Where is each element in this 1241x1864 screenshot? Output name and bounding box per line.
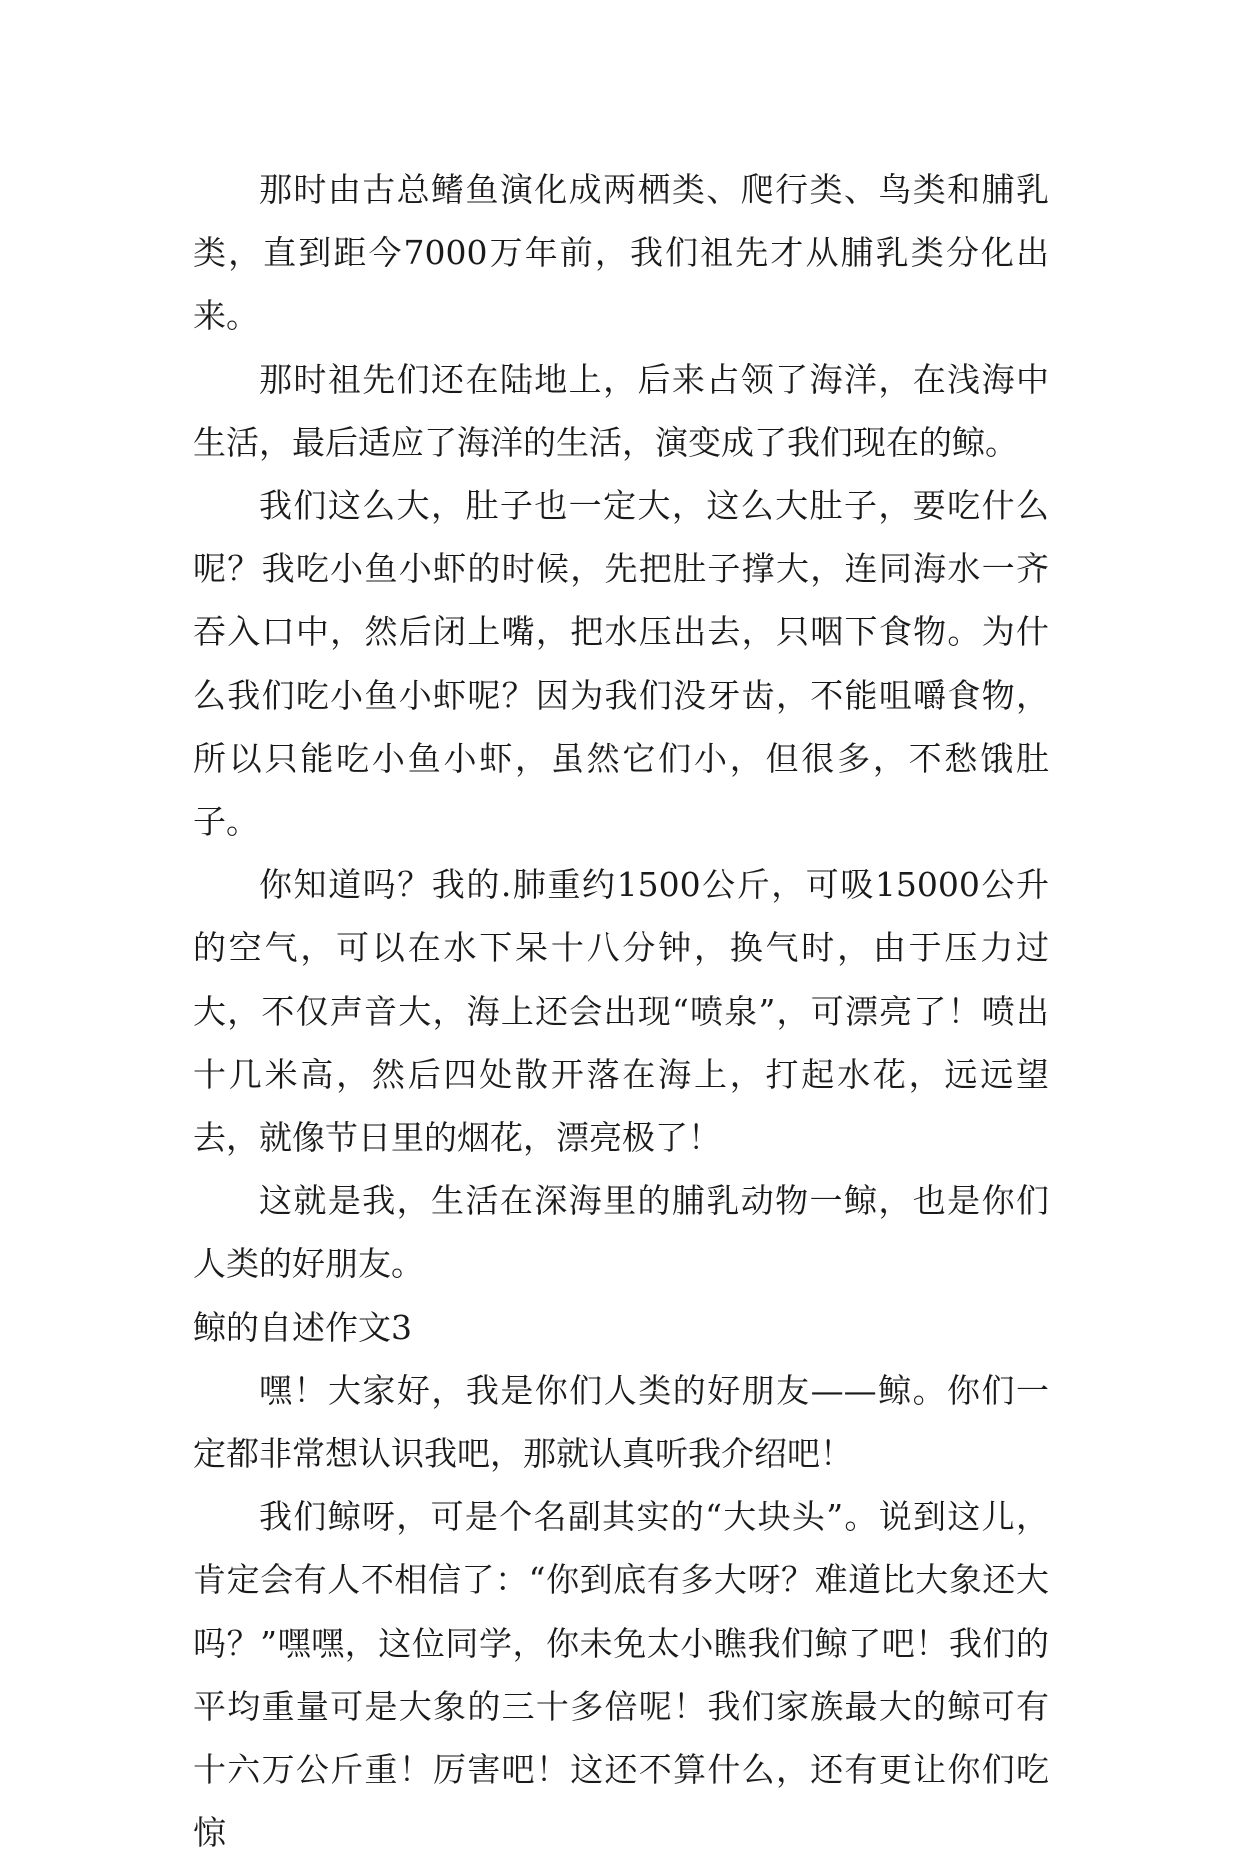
paragraph: 嘿！大家好，我是你们人类的好朋友——鲸。你们一定都非常想认识我吧，那就认真听我介绍吧！ xyxy=(193,1370,1049,1474)
paragraph: 那时由古总鳍鱼演化成两栖类、爬行类、鸟类和脯乳类，直到距今7000万年前，我们祖先才从脯乳类分化出来。 xyxy=(193,170,1049,336)
paragraph: 我们鲸呀，可是个名副其实的“大块头”。说到这儿，肯定会有人不相信了：“你到底有多大呀？难道比大象还大吗？”嘿嘿，这位同学，你未免太小瞧我们鲸了吧！我们的平均重量可是大象的三十多倍呢！我们家族最大的鲸可有十六万公斤重！厉害吧！这还不算什么，还有更让你们吃惊 xyxy=(193,1497,1049,1853)
paragraph: 我们这么大，肚子也一定大，这么大肚子，要吃什么呢？我吃小鱼小虾的时候，先把肚子撑大，连同海水一齐吞入口中，然后闭上嘴，把水压出去，只咽下食物。为什么我们吃小鱼小虾呢？因为我们没牙齿，不能咀嚼食物，所以只能吃小鱼小虾，虽然它们小，但很多，不愁饿肚子。 xyxy=(193,486,1049,842)
document-body xyxy=(193,158,1049,1864)
paragraph: 那时祖先们还在陆地上，后来占领了海洋，在浅海中生活，最后适应了海洋的生活，演变成了我们现在的鲸。 xyxy=(193,359,1049,462)
section-title: 鲸的自述作文3 xyxy=(193,1307,412,1347)
paragraph: 你知道吗？我的.肺重约1500公斤，可吸15000公升的空气，可以在水下呆十八分钟，换气时，由于压力过大，不仅声音大，海上还会出现“喷泉”，可漂亮了！喷出十几米高，然后四处散开落在海上，打起水花，远远望去，就像节日里的烟花，漂亮极了！ xyxy=(193,865,1049,1158)
paragraph: 这就是我，生活在深海里的脯乳动物一鲸，也是你们人类的好朋友。 xyxy=(193,1181,1049,1284)
